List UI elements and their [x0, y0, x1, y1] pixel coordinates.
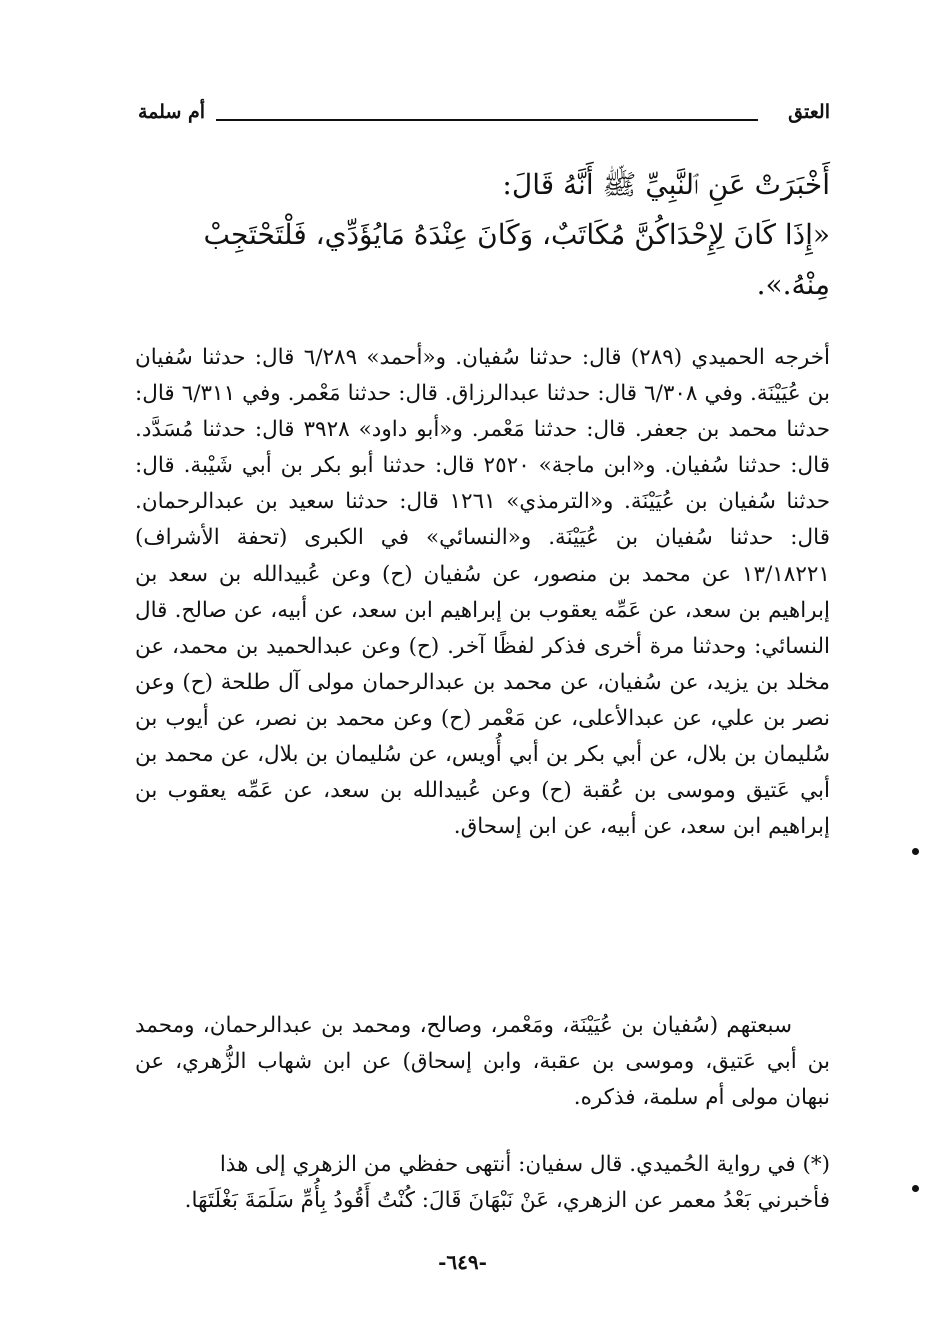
- margin-mark: [912, 1185, 919, 1192]
- running-header: [138, 101, 830, 131]
- chapter-title: العتق: [788, 101, 830, 123]
- hadith-text: «إِذَا كَانَ لِإِحْدَاكُنَّ مُكَاتَبٌ، وَكَانَ عِنْدَهُ مَايُؤَدِّي، فَلْتَحْتَجِبْ مِنْهُ.».: [203, 218, 830, 301]
- page-number: -٦٤٩-: [438, 1250, 487, 1274]
- margin-mark: [912, 848, 919, 855]
- header-rule: [216, 119, 758, 121]
- hadith-intro: أَخْبَرَتْ عَنِ ٱلنَّبِيِّ ﷺ أَنَّهُ قَالَ:: [502, 168, 830, 201]
- footnote-line-2: فأخبرني بَعْدُ معمر عن الزهري، عَنْ نَبْهَانَ قَالَ: كُنْتُ أَقُودُ بِأُمِّ سَلَمَةَ بَغْلَتَهَا.: [184, 1188, 830, 1214]
- section-title: أم سلمة: [138, 101, 206, 123]
- takhrij-paragraph: أخرجه الحميدي (٢٨٩) قال: حدثنا سُفيان. و«أحمد» ٦/٢٨٩ قال: حدثنا سُفيان بن عُيَيْنَة. وفي ٦/٣٠٨ قال: حدثنا عبدالرزاق. قال: حدثنا مَعْمر. وفي ٦/٣١١ قال: حدثنا محمد بن جعفر. قال: حدثنا مَعْمر. و«أبو داود» ٣٩٢٨ قال: حدثنا مُسَدَّد. قال: حدثنا سُفيان. و«ابن ماجة» ٢٥٢٠ قال: حدثنا أبو بكر بن أبي شَيْبة. قال: حدثنا سُفيان بن عُيَيْنَة. و«الترمذي» ١٢٦١ قال: حدثنا سعيد بن عبدالرحمان. قال: حدثنا سُفيان بن عُيَيْنَة. و«النسائي» في الكبرى (تحفة الأشراف) ١٣/١٨٢٢١ عن محمد بن منصور، عن سُفيان (ح) وعن عُبيدالله بن سعد بن إبراهيم بن سعد، عن عَمِّه يعقوب بن إبراهيم ابن سعد، عن أبيه، عن صالح. قال النسائي: وحدثنا مرة أخرى فذكر لفظًا آخر. (ح) وعن عبدالحميد بن محمد، عن مخلد بن يزيد، عن سُفيان، عن محمد بن عبدالرحمان مولى آل طلحة (ح) وعن نصر بن علي، عن عبدالأعلى، عن مَعْمر (ح) وعن محمد بن نصر، عن أيوب بن سُليمان بن بلال، عن أبي بكر بن أبي أُويس، عن سُليمان بن بلال، عن محمد بن أبي عَتيق وموسى بن عُقبة (ح) وعن عُبيدالله بن سعد، عن عَمِّه يعقوب بن إبراهيم ابن سعد، عن أبيه، عن ابن إسحاق.: [135, 345, 831, 840]
- summary-paragraph: [135, 1008, 830, 1116]
- footnote: [135, 1147, 830, 1219]
- footnote-line-1: (*) في رواية الحُميدي. قال سفيان: أنتهى حفظي من الزهري إلى هذا: [219, 1152, 830, 1177]
- summary-text: سبعتهم (سُفيان بن عُيَيْنَة، ومَعْمر، وصالح، ومحمد بن عبدالرحمان، ومحمد بن أبي عَتيق، وموسى بن عقبة، وابن إسحاق) عن ابن شهاب الزُّهري، عن نبهان مولى أم سلمة، فذكره.: [135, 1013, 830, 1111]
